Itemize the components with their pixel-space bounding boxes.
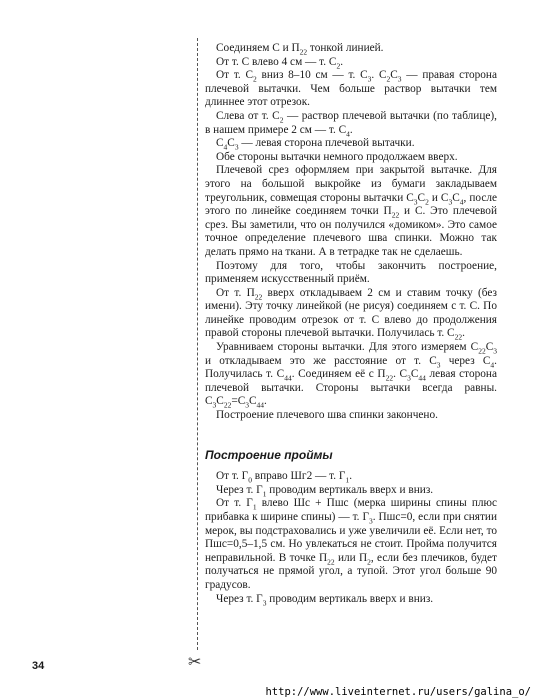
paragraph: От т. С влево 4 см — т. $С_2$.	[216, 55, 344, 70]
scissors-icon: ✂	[188, 652, 202, 671]
section-armhole	[205, 470, 497, 606]
paragraph: Соединяем С и $П_{22}$ тонкой линией.	[216, 42, 384, 57]
paragraph: От т. $С_2$ вниз 8–10 см — т. $С_3$. $С_2С_3$ — правая сторона плечевой вытачки. Чем больше раствор вытачки тем длиннее этот отрезок.	[205, 69, 497, 109]
page-text	[205, 42, 497, 606]
paragraph: Уравниваем стороны вытачки. Для этого измеряем $С_{22}С_3$ и откладываем это же расстояние от т. $С_3$ через $С_4$. Получилась т. $С_{44}$. Соединяем её с $П_{22}$. $С_3С_{44}$ левая сторона плечевой вытачки. Стороны вытачки всегда равны. $С_3С_{22}=С_3С_{44}$.	[205, 341, 497, 410]
section-heading: Построение проймы	[205, 447, 333, 462]
cut-line	[197, 38, 198, 650]
paragraph: Через т. $Г_3$ проводим вертикаль вверх и вниз.	[216, 592, 434, 607]
paragraph: Обе стороны вытачки немного продолжаем вверх.	[216, 150, 458, 163]
paragraph: Через т. $Г_1$ проводим вертикаль вверх и вниз.	[216, 483, 434, 499]
paragraph: От т. $Г_1$ влево Шс + Пшс (мерка ширины спины плюс прибавка к ширине спины) — т. $Г_3$. Пшс=0, если при снятии мерок, вы подстраховались и уже увеличили её. Если нет, то Пшс=0,5–1,5 см. Но увлекаться не стоит. Пройма получится неправильной. В точке $П_{22}$ или $П_2$, если без плечиков, будет получаться не прямой угол, а тупой. Этот угол больше 90 градусов.	[205, 497, 498, 591]
paragraph: Построение плечевого шва спинки закончено.	[216, 409, 438, 422]
page-number: 34	[32, 660, 45, 672]
paragraph: От т. $П_{22}$ вверх откладываем 2 см и ставим точку (без имени). Эту точку линейкой (не рисуя) соединяем с т. С. По линейке проводим отрезок от т. С влево до продолжения правой стороны плечевой вытачки. Получилась т. $С_{22}$.	[205, 286, 497, 342]
paragraph: Плечевой срез оформляем при закрытой вытачке. Для этого на большой выкройке из бумаги закладываем треугольник, совмещая стороны вытачки $С_3С_2$ и $С_3С_4$, после этого по линейке соединяем точки $П_{22}$ и С. Это плечевой срез. Вы заметили, что он получился «домиком». Это самое точное определение плечевого шва спинки. Можно так делать прямо на ткани. А в тетрадке так не сделаешь.	[205, 164, 497, 258]
section-shoulder-seam	[205, 42, 497, 423]
paragraph: Слева от т. $С_2$ — раствор плечевой вытачки (по таблице), в нашем примере 2 см — т. $С_4$.	[205, 109, 497, 138]
watermark-url: http://www.liveinternet.ru/users/galina_o/	[265, 686, 531, 698]
paragraph: $С_4С_3$ — левая сторона плечевой вытачки.	[216, 137, 415, 152]
paragraph: От т. $Г_0$ вправо Шг2 — т. $Г_1$.	[216, 470, 353, 485]
paragraph: Поэтому для того, чтобы закончить построение, применяем искусственный приём.	[205, 259, 497, 286]
